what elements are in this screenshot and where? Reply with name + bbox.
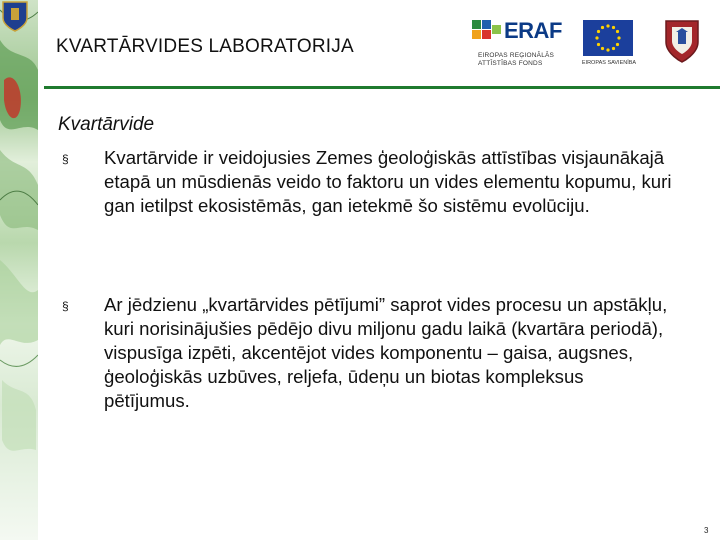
eraf-wordmark: ERAF [504,18,562,43]
bullet-marker: § [62,152,69,166]
terrain-map-graphic [0,0,38,540]
eraf-mark-icon [472,20,502,42]
page-title: KVARTĀRVIDES LABORATORIJA [56,36,354,57]
section-heading: Kvartārvide [58,114,155,135]
eraf-caption-line2: ATTĪSTĪBAS FONDS [478,60,543,67]
eu-flag-icon [583,20,633,56]
page-number: 3 [704,526,709,535]
eu-caption: EIROPAS SAVIENĪBA [581,60,637,66]
eraf-caption-line1: EIROPAS REĢIONĀLĀS [478,52,555,59]
eraf-logo [472,18,566,70]
bullet-paragraph: Kvartārvide ir veidojusies Zemes ģeoloģiskās attīstības visjaunākajā etapā un mūsdienās veido to faktoru un vides elementu kopumu, kuri gan ietilpst ekosistēmās, gan ietekmē šo sistēmu evolūciju. [104,147,672,216]
university-crest-icon [662,18,702,64]
header-divider [44,86,720,89]
map-decoration-strip [0,0,38,540]
coat-of-arms-icon [0,0,30,32]
bullet-paragraph: Ar jēdzienu „kvartārvides pētījumi” saprot vides procesu un apstākļu, kuri norisinājušies pēdējo divu miljonu gadu laikā (kvartāra periodā), vispusīga izpēti, akcentējot vides komponentu – gaisa, augsnes, ģeoloģiskās uzbūves, reljefa, ūdeņu un biotas kompleksus pētījumus. [104,294,668,411]
bullet-marker: § [62,299,69,313]
eu-logo [578,20,638,72]
